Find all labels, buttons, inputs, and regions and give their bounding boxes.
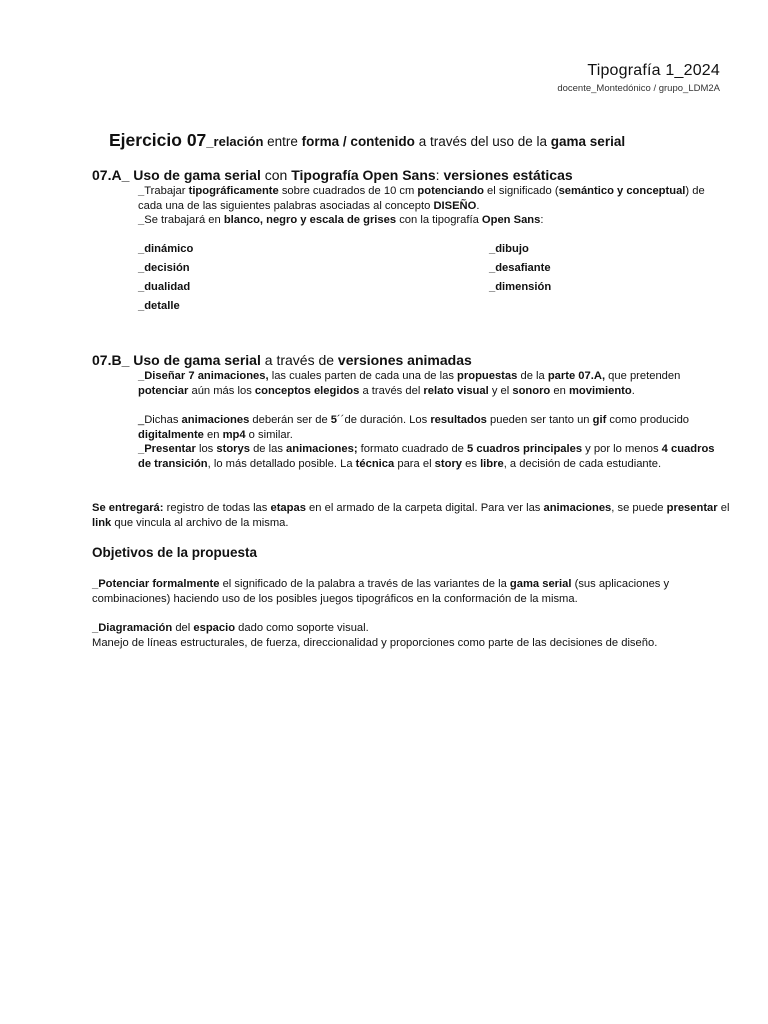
text-run: y el xyxy=(488,384,513,397)
text-run: técnica xyxy=(355,457,395,470)
text-run: : xyxy=(540,214,544,226)
text-run: _Diagramación xyxy=(92,622,173,634)
objectives-heading: Objetivos de la propuesta xyxy=(92,545,258,560)
text-run: , a decisión de cada estudiante. xyxy=(503,457,662,470)
text-run: el significado ( xyxy=(483,185,559,197)
text-run: animaciones xyxy=(543,502,612,514)
word-list-item: _dualidad xyxy=(138,281,191,293)
text-run: en xyxy=(550,384,569,397)
text-run: 5 cuadros principales xyxy=(467,443,583,455)
text-run: animaciones; xyxy=(286,443,358,455)
text-run: movimiento xyxy=(568,384,632,397)
word-list-item: _dinámico xyxy=(138,243,194,255)
course-title: Tipografía 1_2024 xyxy=(587,62,720,79)
text-run: Open Sans xyxy=(481,214,541,226)
exercise-title-text: a través del uso de la xyxy=(414,134,551,149)
text-run: ) de cada una de las siguientes palabras asociadas al concepto xyxy=(138,185,705,212)
exercise-number: Ejercicio 07 xyxy=(109,130,207,150)
text-run: los xyxy=(195,443,217,455)
text-run: _ xyxy=(138,185,145,197)
heading-part: 07.A_ Uso de gama serial xyxy=(92,167,261,183)
text-run: , lo más detallado posible. La xyxy=(207,457,356,470)
text-run: Manejo de líneas estructurales, de fuerza, direccionalidad y proporciones como parte de las decisiones de diseño. xyxy=(92,636,658,649)
heading-part: : xyxy=(435,167,444,183)
heading-part: versiones animadas xyxy=(337,352,472,368)
text-run: el significado de la palabra a través de las variantes de la xyxy=(219,578,510,590)
exercise-title xyxy=(109,130,625,151)
exercise-title-relation: _relación xyxy=(206,134,264,149)
text-run: presentar xyxy=(666,502,718,514)
section-b-paragraph-2 xyxy=(138,413,728,442)
text-run: storys xyxy=(216,443,250,455)
text-run: potenciando xyxy=(417,185,484,197)
text-run: parte 07.A, xyxy=(547,370,606,382)
delivery-paragraph xyxy=(92,501,732,530)
section-b-paragraph-1 xyxy=(138,369,728,398)
text-run: en xyxy=(203,428,223,441)
text-run: relato visual xyxy=(423,384,489,397)
heading-part: Tipografía Open Sans xyxy=(291,167,436,183)
text-run: de la xyxy=(517,370,548,382)
text-run: etapas xyxy=(270,502,306,514)
word-list-item: _desafiante xyxy=(489,262,551,274)
text-run: espacio xyxy=(193,622,236,634)
text-run: , se puede xyxy=(611,502,667,514)
text-run: Se entregará: xyxy=(92,502,164,514)
text-run: registro de todas las xyxy=(163,502,271,514)
heading-part: a través de xyxy=(260,352,338,368)
text-run: es xyxy=(462,457,481,470)
text-run: pueden ser tanto un xyxy=(486,414,593,426)
section-b-heading xyxy=(92,352,472,368)
text-run: DISEÑO xyxy=(433,199,477,212)
objective-2 xyxy=(92,621,732,650)
text-run: de las xyxy=(249,443,287,455)
text-run: en el armado de la carpeta digital. Para ver las xyxy=(305,502,544,514)
text-run: mp4 xyxy=(222,428,246,441)
text-run: _ xyxy=(138,214,145,226)
text-run: las cuales parten de cada una de las xyxy=(268,370,458,382)
word-list-item: _dimensión xyxy=(489,281,552,293)
section-a-paragraph-1 xyxy=(138,184,728,213)
text-run: story xyxy=(434,457,463,470)
text-run: resultados xyxy=(430,414,487,426)
text-run: animaciones xyxy=(181,414,250,426)
text-run: y por lo menos xyxy=(582,443,662,455)
word-list-item: _detalle xyxy=(138,300,180,312)
text-run: ´´de duración. Los xyxy=(337,414,431,426)
text-run: que pretenden xyxy=(605,370,681,382)
text-run: el xyxy=(717,502,730,514)
text-run: tipográficamente xyxy=(188,185,279,197)
objective-1 xyxy=(92,577,732,606)
text-run: propuestas xyxy=(457,370,518,382)
text-run: gama serial xyxy=(509,578,572,590)
section-b-paragraph-3 xyxy=(138,442,728,471)
exercise-title-emph: forma / contenido xyxy=(301,134,415,149)
text-run: o similar. xyxy=(245,428,293,441)
text-run: link xyxy=(92,516,112,529)
text-run: a través del xyxy=(359,384,424,397)
text-run: _Potenciar formalmente xyxy=(92,578,220,590)
section-a-paragraph-2 xyxy=(138,213,728,228)
text-run: 5 xyxy=(330,414,338,426)
course-subtitle: docente_Montedónico / grupo_LDM2A xyxy=(557,83,720,94)
text-run: (sus aplicaciones y combinaciones) haciendo uso de los posibles juegos tipográficos en la conformación de la misma. xyxy=(92,578,670,605)
text-run: conceptos elegidos xyxy=(254,384,360,397)
text-run: digitalmente xyxy=(138,428,204,441)
text-run: _Diseñar 7 animaciones, xyxy=(138,370,269,382)
heading-part: 07.B_ Uso de gama serial xyxy=(92,352,261,368)
exercise-title-emph: gama serial xyxy=(550,134,626,149)
text-run: Trabajar xyxy=(144,185,189,197)
word-list-item: _dibujo xyxy=(489,243,529,255)
heading-part: con xyxy=(260,167,292,183)
word-list-item: _decisión xyxy=(138,262,190,274)
text-run: _Presentar xyxy=(138,443,196,455)
text-run: que vincula al archivo de la misma. xyxy=(111,516,289,529)
text-run: como producido xyxy=(606,414,690,426)
text-run: blanco, negro y escala de grises xyxy=(223,214,397,226)
text-run: libre xyxy=(480,457,504,470)
text-run: gif xyxy=(592,414,607,426)
text-run: _Dichas xyxy=(138,414,182,426)
text-run: semántico y conceptual xyxy=(558,185,686,197)
text-run: deberán ser de xyxy=(249,414,331,426)
text-run: sobre cuadrados de 10 cm xyxy=(278,185,418,197)
text-run: dado como soporte visual. xyxy=(235,622,369,634)
text-run: con la tipografía xyxy=(396,214,482,226)
text-run: . xyxy=(631,384,635,397)
text-run: potenciar xyxy=(138,384,189,397)
text-run: formato cuadrado de xyxy=(357,443,468,455)
text-run: sonoro xyxy=(512,384,551,397)
text-run: aún más los xyxy=(188,384,255,397)
text-run: 4 cuadros de transición xyxy=(138,443,715,470)
text-run: . xyxy=(476,199,480,212)
exercise-title-text: entre xyxy=(263,134,302,149)
text-run: Se trabajará en xyxy=(144,214,224,226)
text-run: del xyxy=(172,622,194,634)
heading-part: versiones estáticas xyxy=(443,167,573,183)
section-a-heading xyxy=(92,167,573,183)
text-run: para el xyxy=(394,457,435,470)
